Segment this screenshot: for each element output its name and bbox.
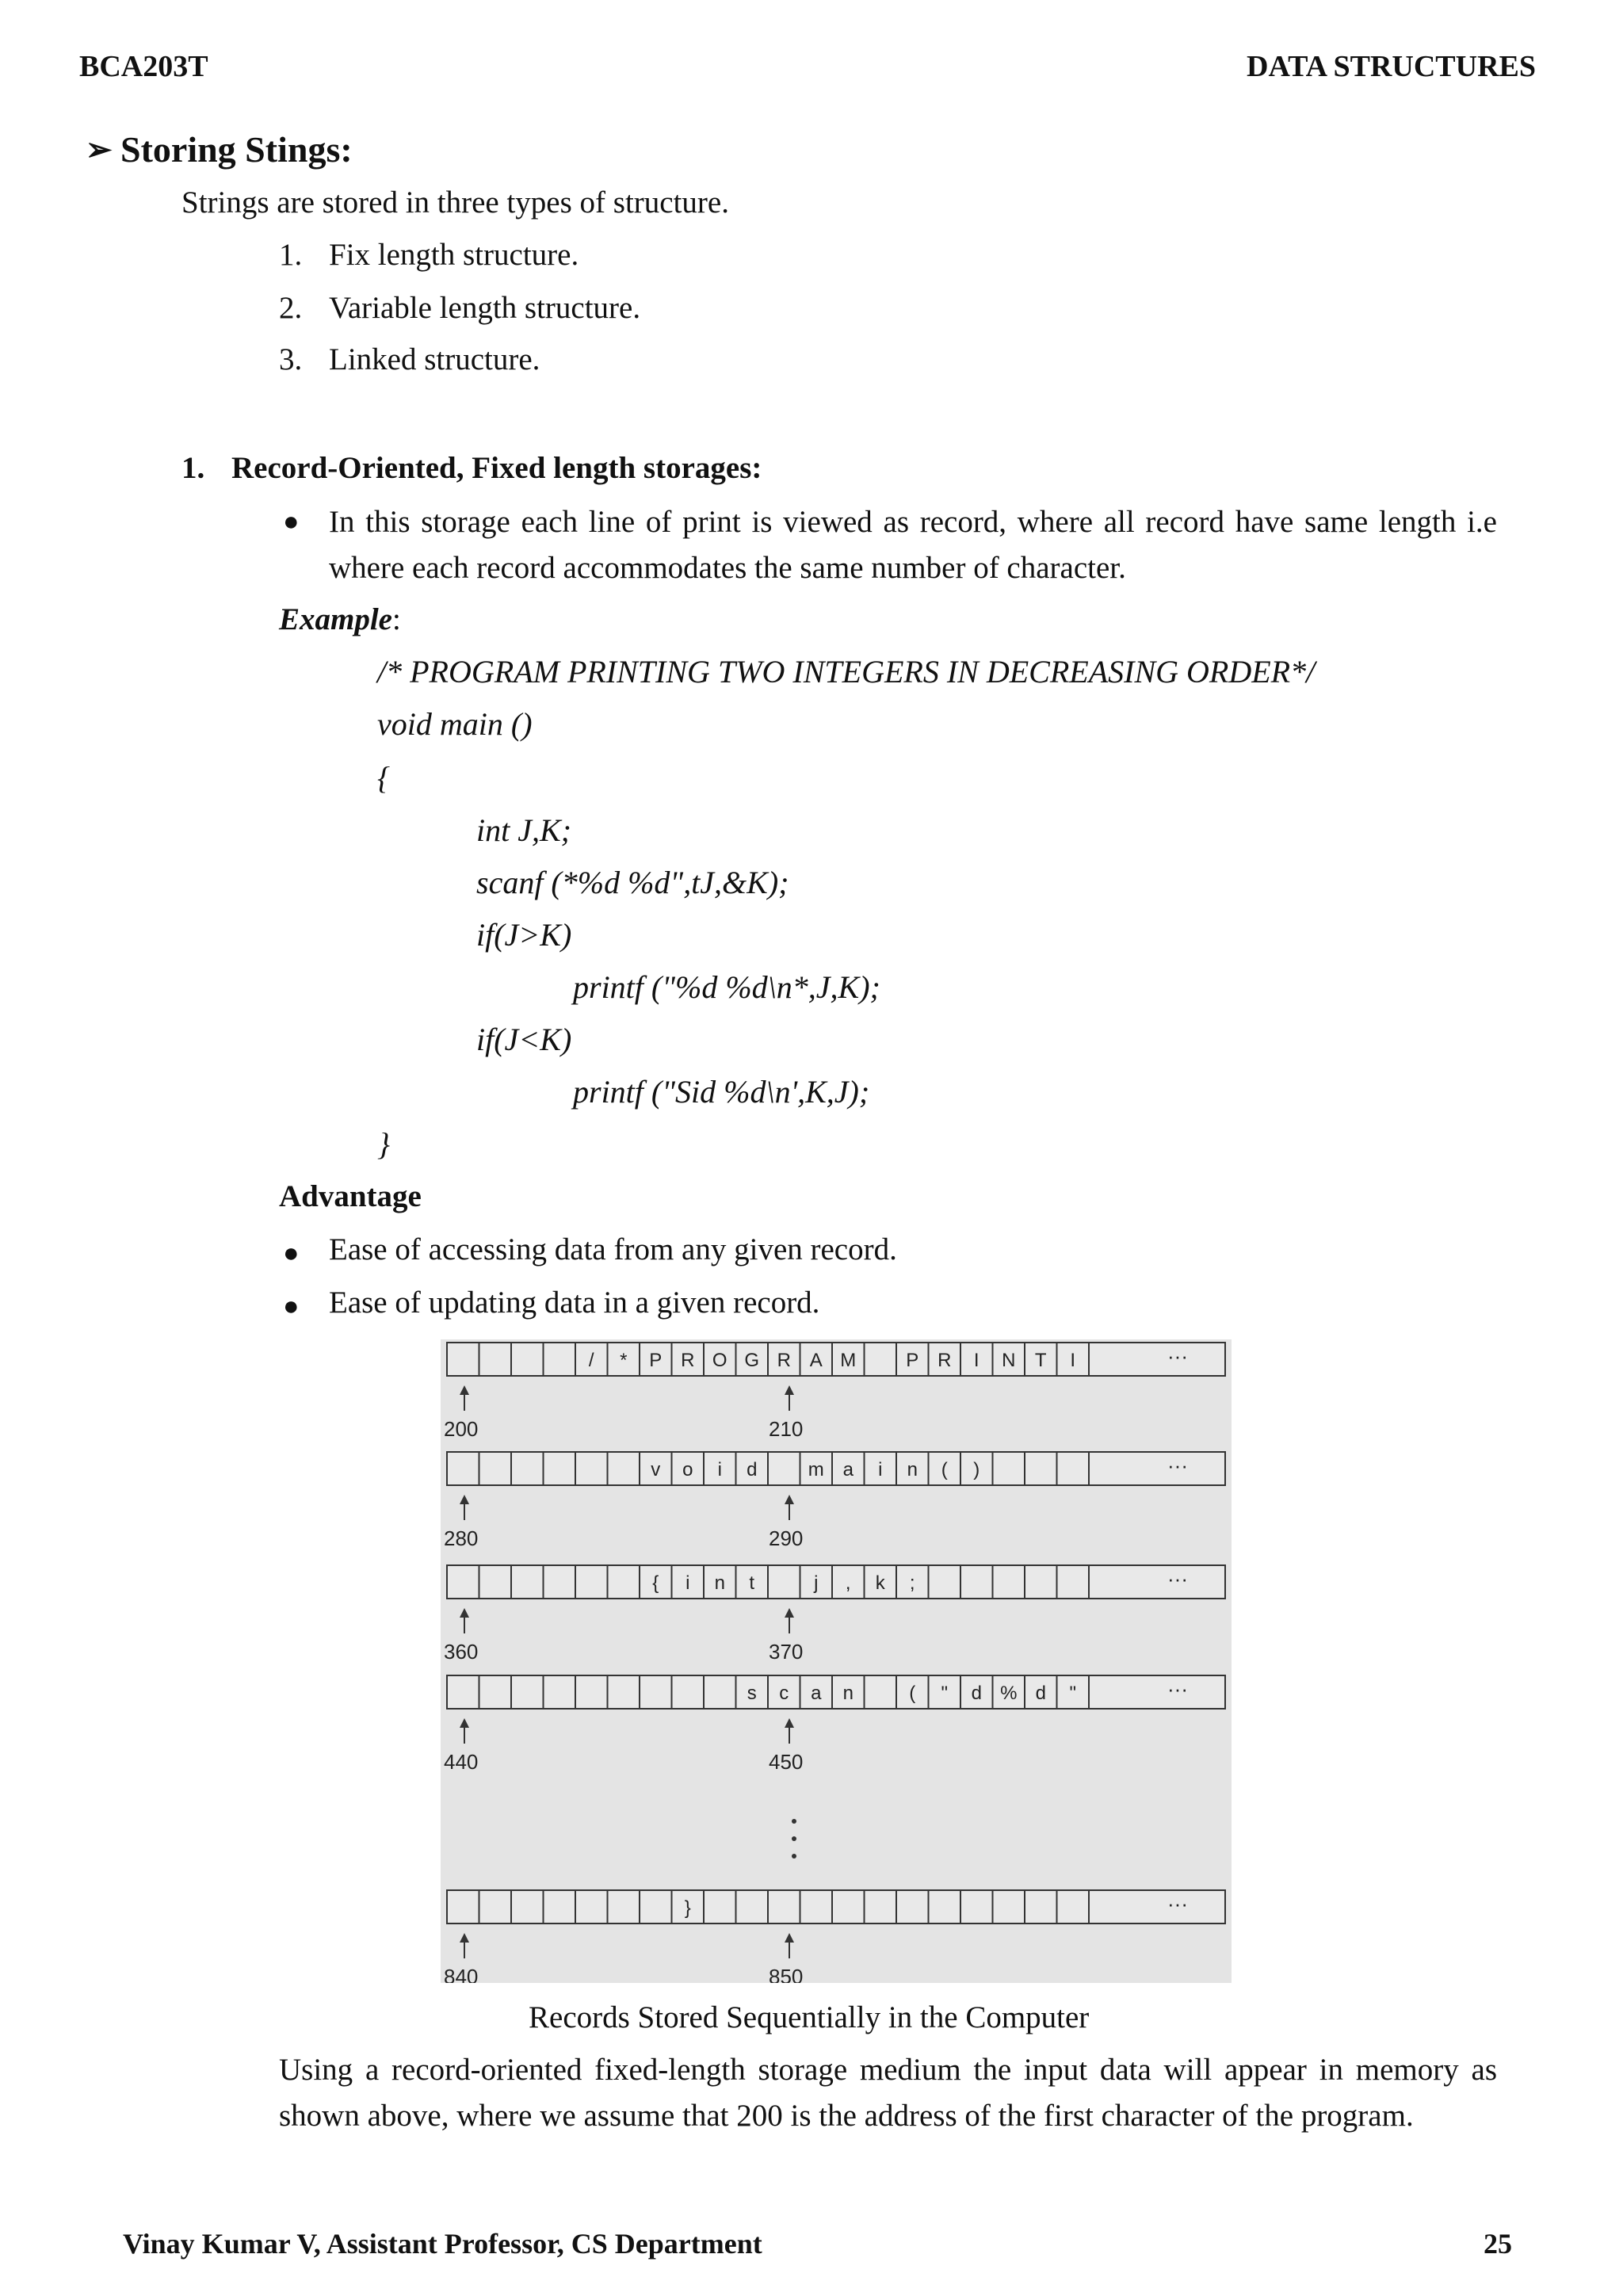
cell-char: % [1000,1683,1018,1704]
arrow-head-icon [785,1385,794,1395]
vertical-ellipsis-dot [792,1854,796,1859]
code-line: if(J>K) [476,917,572,953]
code-line: { [377,760,390,796]
cell-char: v [651,1459,661,1480]
code-line: /* PROGRAM PRINTING TWO INTEGERS IN DECREASING ORDER*/ [377,654,1316,690]
cell-char: d [1035,1683,1046,1704]
cell-char: / [588,1350,594,1371]
bullet-icon: ● [283,1292,300,1321]
cell-char: n [907,1459,918,1480]
example-label-group [279,602,401,637]
footer-author: Vinay Kumar V, Assistant Professor, CS Department [123,2228,762,2260]
code-line: int J,K; [476,812,571,848]
advantage-title: Advantage [279,1179,422,1213]
address-label: 360 [444,1640,479,1664]
storage-description: In this storage each line of print is viewed as record, where all record have same length i.e where each record accommodates the same number of character. [329,505,1497,585]
subsection-number: 1. [181,451,205,485]
subsection-title: Record-Oriented, Fixed length storages: [231,451,762,485]
address-label: 370 [769,1640,804,1664]
address-label: 850 [769,1965,804,1983]
records-figure [441,1339,1232,1983]
figure-caption: Records Stored Sequentially in the Computer [529,2000,1090,2034]
address-label: 290 [769,1526,804,1550]
cell-char: P [906,1350,919,1371]
cell-char: a [811,1683,822,1704]
type-item: Variable length structure. [329,291,641,325]
cell-char: , [845,1572,851,1594]
header-subject: DATA STRUCTURES [1247,50,1536,83]
cell-char: " [941,1683,949,1704]
arrow-head-icon [785,1608,794,1618]
section-heading [86,128,353,170]
cell-char: { [652,1572,659,1594]
bullet-icon: ● [283,1239,300,1268]
code-line: void main () [377,706,533,742]
address-label: 280 [444,1526,479,1550]
cell-char: M [840,1350,857,1371]
bullet-icon: ● [283,507,300,537]
cell-char: R [681,1350,695,1371]
arrow-head-icon [785,1495,794,1504]
page-number: 25 [1484,2228,1512,2260]
address-label: 200 [444,1417,479,1441]
arrow-head-icon [460,1933,469,1943]
cell-char: n [714,1572,725,1594]
address-label: 840 [444,1965,479,1983]
vertical-ellipsis-dot [792,1819,796,1824]
cell-char: R [938,1350,952,1371]
cell-char: k [875,1572,885,1594]
cell-char: t [749,1572,755,1594]
advantage-item: Ease of updating data in a given record. [329,1286,820,1320]
cell-char: m [808,1459,824,1480]
cell-char: A [809,1350,823,1371]
cell-char: O [712,1350,727,1371]
record-row [447,1890,1225,1924]
cell-char: T [1034,1350,1047,1371]
row-ellipsis: ··· [1167,1344,1188,1368]
cell-char: ; [909,1572,915,1594]
type-number: 2. [279,291,303,325]
example-label: Example [279,602,392,636]
cell-char: c [779,1683,789,1704]
arrow-head-icon [460,1385,469,1395]
code-line: printf ("%d %d\n*,J,K); [573,969,880,1005]
cell-char: * [620,1350,628,1371]
cell-char: R [777,1350,791,1371]
arrow-head-icon [460,1608,469,1618]
row-ellipsis: ··· [1167,1677,1188,1701]
type-number: 1. [279,238,303,272]
cell-char: ( [941,1459,948,1480]
code-line: } [377,1126,390,1162]
advantage-item: Ease of accessing data from any given record. [329,1232,897,1266]
record-row [447,1343,1225,1376]
cell-char: i [878,1459,883,1480]
cell-char: a [842,1459,854,1480]
address-label: 450 [769,1750,804,1774]
closing-paragraph: Using a record-oriented fixed-length storage medium the input data will appear in memory as shown above, where we assume that 200 is the address of the first character of the program. [279,2053,1497,2133]
section-title: Storing Stings: [120,129,353,170]
cell-char: ( [909,1683,916,1704]
records-diagram [441,1339,1232,1983]
cell-char: I [1070,1350,1076,1371]
code-line: scanf (*%d %d",tJ,&K); [476,865,789,900]
cell-char: P [649,1350,663,1371]
code-line: if(J<K) [476,1022,572,1057]
cell-char: j [814,1572,819,1594]
arrow-bullet-icon: ➢ [86,132,113,167]
record-row [447,1675,1225,1709]
cell-char: o [682,1459,693,1480]
record-row [447,1452,1225,1485]
type-item: Fix length structure. [329,238,579,272]
row-ellipsis: ··· [1167,1892,1188,1916]
cell-char: I [973,1350,980,1371]
arrow-head-icon [460,1495,469,1504]
arrow-head-icon [785,1718,794,1728]
cell-char: G [744,1350,760,1371]
code-line: printf ("Sid %d\n',K,J); [573,1074,870,1110]
cell-char: s [747,1683,757,1704]
cell-char: } [684,1897,691,1919]
type-item: Linked structure. [329,342,540,376]
cell-char: d [971,1683,982,1704]
vertical-ellipsis-dot [792,1836,796,1841]
address-label: 210 [769,1417,804,1441]
record-row [447,1565,1225,1599]
type-number: 3. [279,342,303,376]
section-intro: Strings are stored in three types of structure. [181,185,729,220]
cell-char: d [747,1459,758,1480]
address-label: 440 [444,1750,479,1774]
cell-char: " [1069,1683,1077,1704]
arrow-head-icon [785,1933,794,1943]
cell-char: n [842,1683,854,1704]
example-colon: : [392,602,401,636]
cell-char: ) [973,1459,980,1480]
cell-char: N [1002,1350,1016,1371]
cell-char: i [717,1459,722,1480]
cell-char: i [685,1572,690,1594]
header-course-code: BCA203T [79,50,208,83]
row-ellipsis: ··· [1167,1454,1188,1477]
row-ellipsis: ··· [1167,1567,1188,1591]
arrow-head-icon [460,1718,469,1728]
